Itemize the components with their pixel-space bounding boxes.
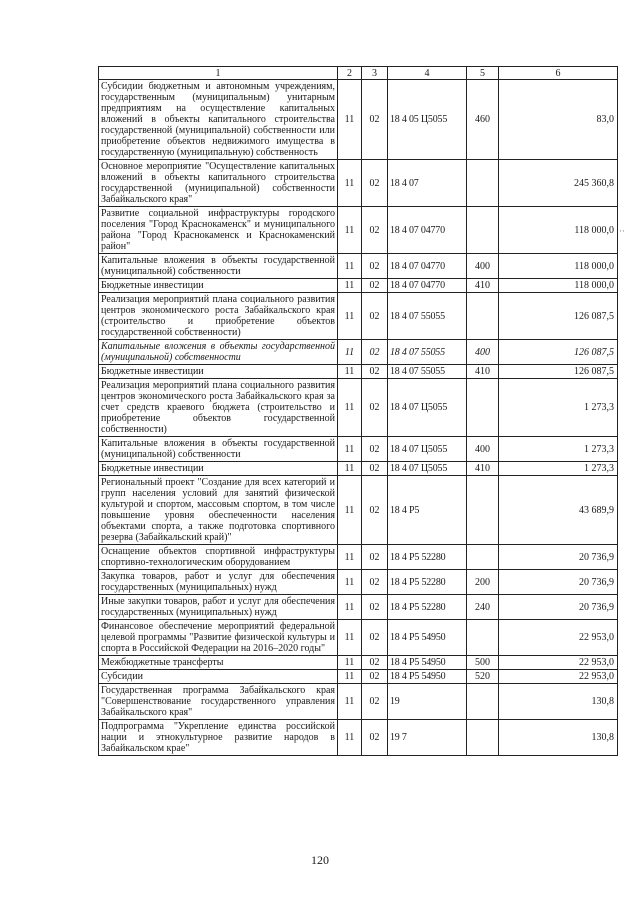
cell-pr: 02 (362, 279, 388, 293)
cell-csr: 18 4 07 04770 (388, 207, 467, 254)
cell-rz: 11 (338, 293, 362, 340)
cell-sum: 245 360,8 (499, 160, 618, 207)
cell-vr: 240 (467, 595, 499, 620)
cell-sum: 20 736,9 (499, 595, 618, 620)
cell-name: Закупка товаров, работ и услуг для обеспечения государственных (муниципальных) нужд (99, 570, 338, 595)
table-row (99, 720, 618, 756)
header-cell: 6 (499, 67, 618, 80)
cell-name: Капитальные вложения в объекты государственной (муниципальной) собственности (99, 340, 338, 365)
cell-csr: 18 4 07 04770 (388, 254, 467, 279)
cell-rz: 11 (338, 207, 362, 254)
cell-name: Межбюджетные трансферты (99, 656, 338, 670)
cell-csr: 18 4 05 Ц5055 (388, 80, 467, 160)
cell-rz: 11 (338, 365, 362, 379)
cell-csr: 18 4 07 55055 (388, 293, 467, 340)
cell-pr: 02 (362, 207, 388, 254)
cell-name: Региональный проект "Создание для всех категорий и групп населения условий для занятий физической культурой и спортом, массовым спортом, в том числе повышение уровня обеспеченности населения объектами спорта, а также подготовка спортивного резерва (Забайкальский край)" (99, 476, 338, 545)
cell-vr (467, 545, 499, 570)
cell-vr: 200 (467, 570, 499, 595)
cell-sum: 118 000,0 (499, 279, 618, 293)
table-row (99, 670, 618, 684)
cell-vr (467, 293, 499, 340)
cell-name: Бюджетные инвестиции (99, 462, 338, 476)
cell-sum: 126 087,5 (499, 365, 618, 379)
table-row (99, 207, 618, 254)
table-row (99, 545, 618, 570)
cell-pr: 02 (362, 670, 388, 684)
cell-pr: 02 (362, 462, 388, 476)
cell-rz: 11 (338, 254, 362, 279)
table-row (99, 279, 618, 293)
table-row (99, 365, 618, 379)
cell-name: Бюджетные инвестиции (99, 279, 338, 293)
cell-pr: 02 (362, 720, 388, 756)
cell-sum: 126 087,5 (499, 340, 618, 365)
table-row (99, 160, 618, 207)
cell-sum: 126 087,5 (499, 293, 618, 340)
cell-vr: 520 (467, 670, 499, 684)
table-body (99, 80, 618, 756)
cell-pr: 02 (362, 437, 388, 462)
cell-pr: 02 (362, 684, 388, 720)
cell-vr (467, 684, 499, 720)
header-row (99, 67, 618, 80)
header-cell: 3 (362, 67, 388, 80)
cell-rz: 11 (338, 620, 362, 656)
cell-name: Субсидии (99, 670, 338, 684)
cell-csr: 19 (388, 684, 467, 720)
cell-name: Оснащение объектов спортивной инфраструктуры спортивно-технологическим оборудованием (99, 545, 338, 570)
cell-rz: 11 (338, 670, 362, 684)
cell-sum: 118 000,0 (499, 207, 618, 254)
cell-vr (467, 379, 499, 437)
cell-pr: 02 (362, 620, 388, 656)
cell-rz: 11 (338, 570, 362, 595)
page-number: 120 (311, 853, 329, 867)
cell-csr: 18 4 P5 54950 (388, 656, 467, 670)
cell-vr: 400 (467, 254, 499, 279)
cell-csr: 18 4 P5 52280 (388, 545, 467, 570)
cell-sum: 130,8 (499, 684, 618, 720)
table-row (99, 379, 618, 437)
cell-vr (467, 476, 499, 545)
cell-sum: 1 273,3 (499, 437, 618, 462)
table-row (99, 570, 618, 595)
header-cell: 4 (388, 67, 467, 80)
cell-name: Подпрограмма "Укрепление единства российской нации и этнокультурное развитие народов в Забайкальском крае" (99, 720, 338, 756)
cell-pr: 02 (362, 340, 388, 365)
cell-rz: 11 (338, 476, 362, 545)
cell-rz: 11 (338, 545, 362, 570)
header-cell: 5 (467, 67, 499, 80)
cell-rz: 11 (338, 462, 362, 476)
cell-vr: 410 (467, 365, 499, 379)
table-row (99, 462, 618, 476)
cell-vr (467, 620, 499, 656)
cell-sum: 118 000,0 (499, 254, 618, 279)
cell-vr: 460 (467, 80, 499, 160)
table-row (99, 80, 618, 160)
cell-sum: 43 689,9 (499, 476, 618, 545)
cell-csr: 18 4 07 55055 (388, 365, 467, 379)
cell-vr: 500 (467, 656, 499, 670)
cell-vr: 410 (467, 462, 499, 476)
table-row (99, 595, 618, 620)
cell-sum: 83,0 (499, 80, 618, 160)
cell-rz: 11 (338, 595, 362, 620)
header-cell: 2 (338, 67, 362, 80)
cell-sum: 22 953,0 (499, 670, 618, 684)
table-row (99, 476, 618, 545)
cell-rz: 11 (338, 279, 362, 293)
cell-rz: 11 (338, 437, 362, 462)
cell-name: Реализация мероприятий плана социального развития центров экономического роста Забайкальского края (строительство и приобретение объектов государственной собственности) (99, 293, 338, 340)
cell-pr: 02 (362, 254, 388, 279)
cell-pr: 02 (362, 570, 388, 595)
cell-sum: 20 736,9 (499, 570, 618, 595)
table-row (99, 620, 618, 656)
cell-rz: 11 (338, 80, 362, 160)
table-row (99, 293, 618, 340)
cell-rz: 11 (338, 340, 362, 365)
cell-csr: 18 4 P5 (388, 476, 467, 545)
cell-vr: 400 (467, 437, 499, 462)
cell-name: Основное мероприятие "Осуществление капитальных вложений в объекты капитального строительства государственной (муниципальной) собственности Забайкальского края" (99, 160, 338, 207)
cell-csr: 19 7 (388, 720, 467, 756)
cell-sum: 1 273,3 (499, 379, 618, 437)
cell-pr: 02 (362, 379, 388, 437)
cell-pr: 02 (362, 476, 388, 545)
cell-pr: 02 (362, 365, 388, 379)
cell-name: Реализация мероприятий плана социального развития центров экономического роста Забайкальского края за счет средств краевого бюджета (строительство и приобретение объектов государственной собственности) (99, 379, 338, 437)
cell-name: Капитальные вложения в объекты государственной (муниципальной) собственности (99, 437, 338, 462)
cell-csr: 18 4 P5 54950 (388, 670, 467, 684)
cell-csr: 18 4 07 Ц5055 (388, 437, 467, 462)
cell-name: Капитальные вложения в объекты государственной (муниципальной) собственности (99, 254, 338, 279)
cell-csr: 18 4 07 Ц5055 (388, 379, 467, 437)
cell-sum: 130,8 (499, 720, 618, 756)
table-row (99, 254, 618, 279)
cell-pr: 02 (362, 545, 388, 570)
budget-table (98, 66, 618, 756)
cell-sum: 22 953,0 (499, 656, 618, 670)
cell-name: Развитие социальной инфраструктуры городского поселения "Город Краснокаменск" и муниципального района "Город Краснокаменск и Краснокаменский район" (99, 207, 338, 254)
cell-csr: 18 4 P5 52280 (388, 570, 467, 595)
cell-name: Финансовое обеспечение мероприятий федеральной целевой программы "Развитие физической культуры и спорта в Российской Федерации на 2016–2020 годы" (99, 620, 338, 656)
cell-rz: 11 (338, 656, 362, 670)
cell-pr: 02 (362, 595, 388, 620)
cell-name: Субсидии бюджетным и автономным учреждениям, государственным (муниципальным) унитарным предприятиям на осуществление капитальных вложений в объекты капитального строительства государственной (муниципальной) собственности или приобретение объектов недвижимого имущества в государственную (муниципальную) собственность (99, 80, 338, 160)
table-row (99, 340, 618, 365)
cell-pr: 02 (362, 160, 388, 207)
cell-sum: 1 273,3 (499, 462, 618, 476)
cell-vr: 400 (467, 340, 499, 365)
cell-name: Бюджетные инвестиции (99, 365, 338, 379)
cell-vr (467, 720, 499, 756)
cell-vr: 410 (467, 279, 499, 293)
cell-vr (467, 160, 499, 207)
cell-pr: 02 (362, 80, 388, 160)
cell-rz: 11 (338, 684, 362, 720)
cell-pr: 02 (362, 656, 388, 670)
cell-rz: 11 (338, 720, 362, 756)
cell-csr: 18 4 P5 52280 (388, 595, 467, 620)
header-cell: 1 (99, 67, 338, 80)
table-row (99, 656, 618, 670)
cell-sum: 20 736,9 (499, 545, 618, 570)
cell-sum: 22 953,0 (499, 620, 618, 656)
cell-vr (467, 207, 499, 254)
cell-name: Государственная программа Забайкальского края "Совершенствование государственного управления Забайкальского края" (99, 684, 338, 720)
cell-rz: 11 (338, 160, 362, 207)
table-row (99, 437, 618, 462)
margin-mark: ·· (619, 226, 625, 236)
cell-rz: 11 (338, 379, 362, 437)
cell-csr: 18 4 P5 54950 (388, 620, 467, 656)
cell-csr: 18 4 07 (388, 160, 467, 207)
cell-csr: 18 4 07 55055 (388, 340, 467, 365)
cell-csr: 18 4 07 04770 (388, 279, 467, 293)
cell-pr: 02 (362, 293, 388, 340)
table-row (99, 684, 618, 720)
cell-name: Иные закупки товаров, работ и услуг для обеспечения государственных (муниципальных) нужд (99, 595, 338, 620)
cell-csr: 18 4 07 Ц5055 (388, 462, 467, 476)
